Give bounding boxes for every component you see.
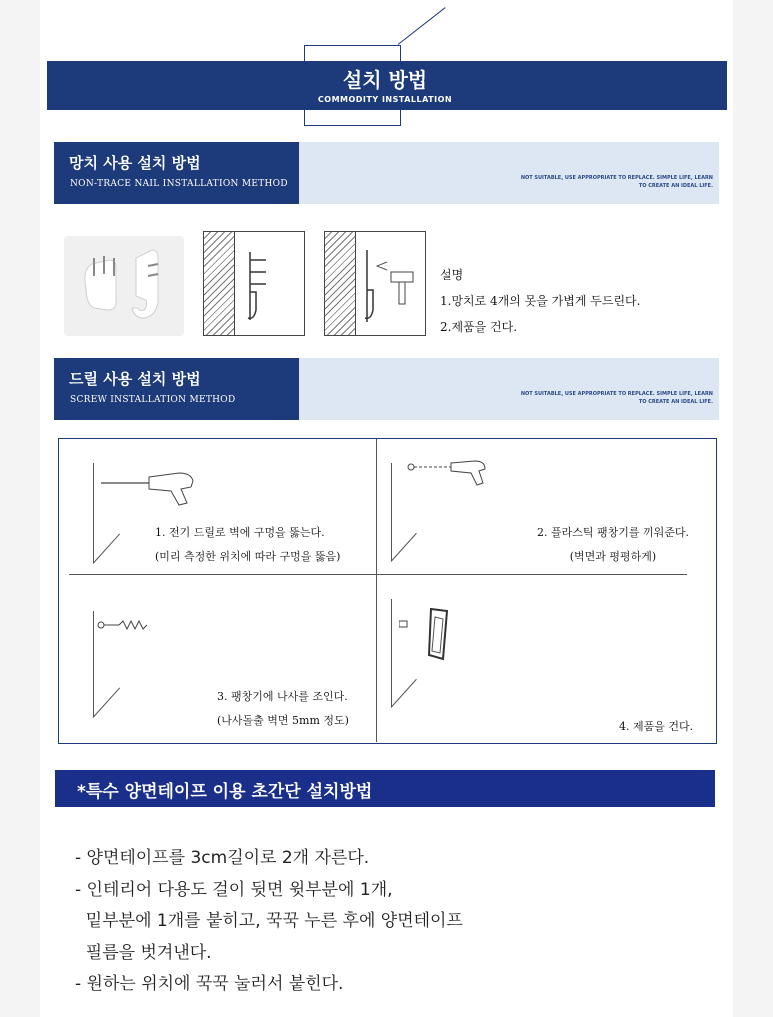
screw-section-subtitle: SCREW INSTALLATION METHOD <box>70 395 236 405</box>
wall-line <box>93 533 121 563</box>
wall-line <box>391 599 392 707</box>
hung-product-icon <box>399 605 459 665</box>
nail-diagram-2 <box>324 231 426 336</box>
tape-instructions <box>75 843 463 1001</box>
hammer-icon <box>325 232 425 335</box>
right-margin <box>733 0 773 1017</box>
wall-line <box>391 533 417 562</box>
screw-icon <box>97 617 157 633</box>
screw-step-3: 3. 팽창기에 나사를 조인다. (나사돌출 벽면 5mm 정도) <box>217 690 349 727</box>
wall-line <box>93 611 94 717</box>
screw-section-title-block <box>54 358 299 420</box>
grid-vertical-divider <box>376 439 377 742</box>
header-decoration <box>398 7 446 45</box>
plastic-anchor-drill-icon <box>405 457 495 487</box>
tape-line-4: 필름을 벗겨낸다. <box>75 942 212 963</box>
nail-section-subtitle: NON-TRACE NAIL INSTALLATION METHOD <box>70 179 288 189</box>
grid-horizontal-divider <box>69 574 687 575</box>
left-margin <box>0 0 40 1017</box>
hook-photo-icon <box>64 236 184 336</box>
screw-step-4: 4. 제품을 건다. <box>619 720 694 733</box>
electric-drill-icon <box>99 467 199 507</box>
wall-line <box>93 463 94 563</box>
wall-line <box>391 463 392 561</box>
tape-line-1: - 양면테이프를 3cm길이로 2개 자른다. <box>75 848 370 868</box>
screw-step-2: 2. 플라스틱 팽창기를 끼워준다. (벽면과 평평하게) <box>537 526 689 563</box>
explanation-step-1: 1.망치로 4개의 못을 가볍게 두드린다. <box>440 294 641 308</box>
screw-section-note: NOT SUITABLE, USE APPROPRIATE TO REPLACE. SIMPLE LIFE, LEARN TO CREATE AN IDEAL LIFE. <box>520 391 713 405</box>
page-subtitle: COMMODITY INSTALLATION <box>317 95 453 104</box>
hook-product-photo <box>64 236 184 336</box>
nail-section-title: 망치 사용 설치 방법 <box>69 154 201 172</box>
screw-step-1: 1. 전기 드릴로 벽에 구멍을 뚫는다. (미리 측정한 위치에 따라 구멍을 뚫음) <box>155 526 341 563</box>
screw-section-title: 드릴 사용 설치 방법 <box>69 370 201 388</box>
wall-line <box>93 687 121 717</box>
nail-diagram-1 <box>203 231 305 336</box>
page-title: 설치 방법 <box>342 68 428 92</box>
screw-section-banner <box>54 358 719 420</box>
nail-section-note: NOT SUITABLE, USE APPROPRIATE TO REPLACE. SIMPLE LIFE, LEARN TO CREATE AN IDEAL LIFE. <box>520 175 713 189</box>
tape-line-3: 밑부분에 1개를 붙히고, 꾹꾹 누른 후에 양면테이프 <box>75 911 463 931</box>
explanation-step-2: 2.제품을 건다. <box>440 320 518 334</box>
nail-section-title-block <box>54 142 299 204</box>
screw-steps-grid <box>58 438 717 744</box>
tape-section-banner <box>55 770 715 807</box>
nail-section-banner <box>54 142 719 204</box>
explanation-title: 설명 <box>440 268 464 282</box>
wall-line <box>391 679 417 708</box>
nail-explanation <box>440 262 640 340</box>
hook-on-wall-icon <box>204 232 304 335</box>
tape-line-5: - 원하는 위치에 꾹꾹 눌러서 붙힌다. <box>75 974 344 994</box>
tape-line-2: - 인테리어 다용도 걸이 뒷면 윗부분에 1개, <box>75 879 393 900</box>
tape-section-title: *특수 양면테이프 이용 초간단 설치방법 <box>77 782 373 802</box>
